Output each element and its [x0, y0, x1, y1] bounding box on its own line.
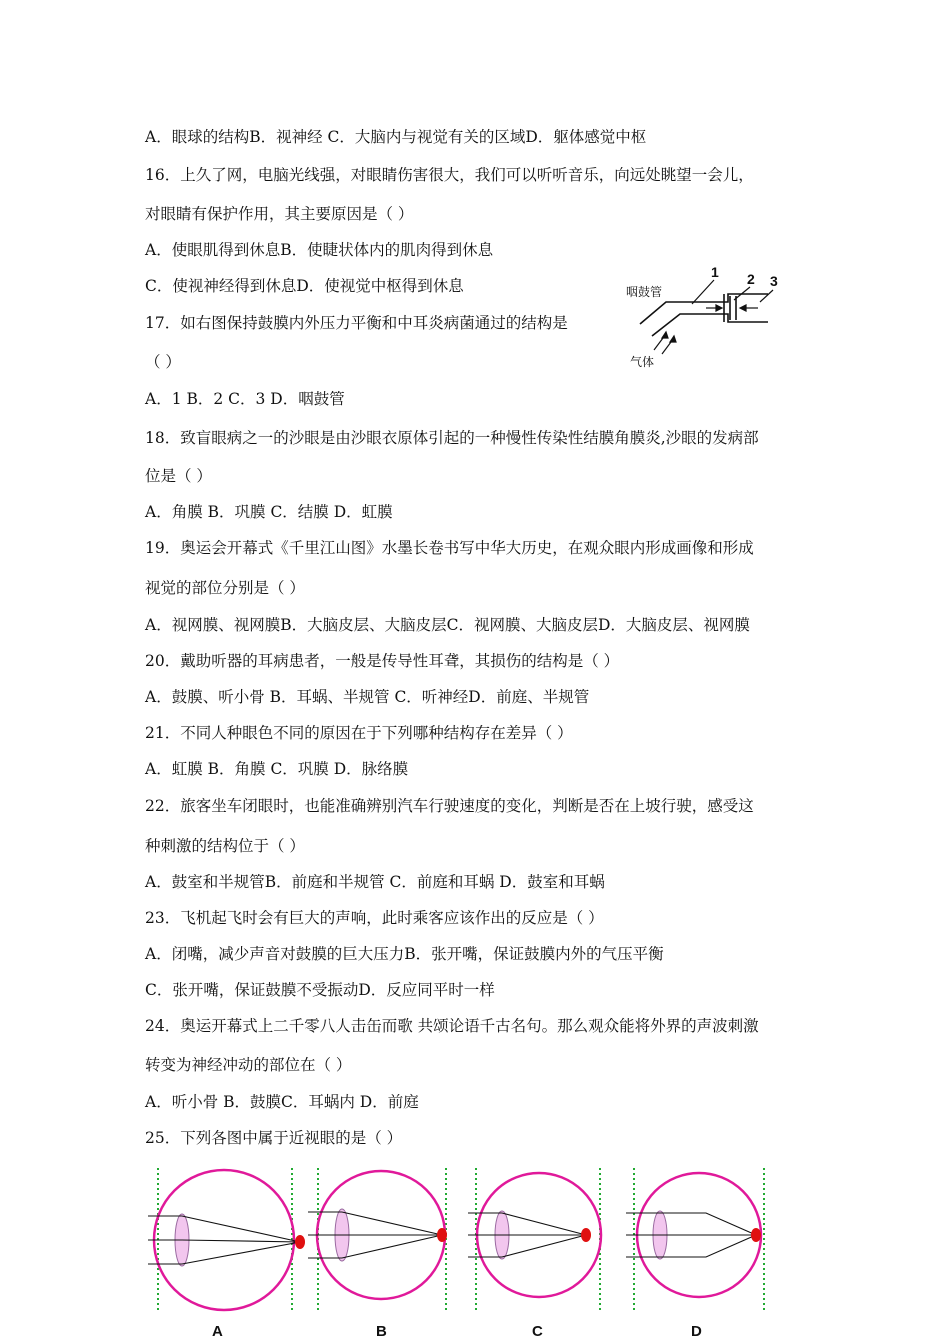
leader-lines — [692, 280, 773, 304]
text-line: 17．如右图保持鼓膜内外压力平衡和中耳炎病菌通过的结构是 — [145, 314, 568, 332]
text-line: A．鼓膜、听小骨 B．耳蜗、半规管 C．听神经D．前庭、半规管 — [145, 688, 590, 706]
eye-C — [468, 1168, 601, 1340]
eye-label-D: D — [691, 1323, 702, 1340]
eye-B — [308, 1168, 447, 1340]
air-arrows — [654, 305, 758, 354]
text-line: A．视网膜、视网膜B．大脑皮层、大脑皮层C．视网膜、大脑皮层D．大脑皮层、视网膜 — [145, 616, 750, 634]
text-line: （ ） — [145, 353, 181, 371]
eye-A — [148, 1168, 305, 1340]
eye-label-B: B — [376, 1323, 387, 1340]
text-line: A．眼球的结构B．视神经 C．大脑内与视觉有关的区域D．躯体感觉中枢 — [145, 128, 647, 146]
text-line: 视觉的部位分别是（ ） — [145, 579, 305, 597]
text-line: C．使视神经得到休息D．使视觉中枢得到休息 — [145, 277, 464, 295]
tube-walls — [640, 294, 768, 336]
eye-label-C: C — [532, 1323, 543, 1340]
text-line: 对眼睛有保护作用，其主要原因是（ ） — [145, 205, 414, 223]
text-line: A．使眼肌得到休息B．使睫状体内的肌肉得到休息 — [145, 241, 494, 259]
eye-D — [626, 1168, 764, 1340]
ear-label-num2: 2 — [747, 271, 755, 287]
text-line: 25．下列各图中属于近视眼的是（ ） — [145, 1129, 403, 1147]
text-line: 种刺激的结构位于（ ） — [145, 837, 305, 855]
text-line: 24．奥运开幕式上二千零八人击缶而歌 共颂论语千古名句。那么观众能将外界的声波刺激 — [145, 1017, 759, 1035]
text-line: 转变为神经冲动的部位在（ ） — [145, 1056, 352, 1074]
ear-label-air: 气体 — [630, 355, 655, 369]
text-line: 22．旅客坐车闭眼时，也能准确辨别汽车行驶速度的变化，判断是否在上坡行驶，感受这 — [145, 797, 754, 815]
text-line: A．鼓室和半规管B．前庭和半规管 C．前庭和耳蜗 D．鼓室和耳蜗 — [145, 873, 605, 891]
text-line: A．角膜 B．巩膜 C．结膜 D．虹膜 — [145, 503, 393, 521]
eye-label-A: A — [212, 1323, 223, 1340]
text-line: A．虹膜 B．角膜 C．巩膜 D．脉络膜 — [145, 760, 409, 778]
ear-label-num1: 1 — [711, 264, 719, 280]
text-line: 21．不同人种眼色不同的原因在于下列哪种结构存在差异（ ） — [145, 724, 573, 742]
text-line: A．听小骨 B．鼓膜C．耳蜗内 D．前庭 — [145, 1093, 419, 1111]
text-line: A．1 B．2 C．3 D．咽鼓管 — [145, 390, 345, 408]
text-line: 19．奥运会开幕式《千里江山图》水墨长卷书写中华大历史，在观众眼内形成画像和形成 — [145, 539, 754, 557]
ear-label-num3: 3 — [770, 273, 778, 289]
text-line: 18．致盲眼病之一的沙眼是由沙眼衣原体引起的一种慢性传染性结膜角膜炎,沙眼的发病部 — [145, 429, 759, 447]
text-line: 16．上久了网，电脑光线强，对眼睛伤害很大，我们可以听听音乐，向远处眺望一会儿， — [145, 166, 754, 184]
text-line: 位是（ ） — [145, 467, 212, 485]
text-line: C．张开嘴，保证鼓膜不受振动D．反应同平时一样 — [145, 981, 495, 999]
text-line: A．闭嘴，减少声音对鼓膜的巨大压力B．张开嘴，保证鼓膜内外的气压平衡 — [145, 945, 664, 963]
ear-label-tube: 咽鼓管 — [626, 285, 663, 299]
ear-diagram — [618, 262, 788, 372]
text-line: 20．戴助听器的耳病患者，一般是传导性耳聋，其损伤的结构是（ ） — [145, 652, 620, 670]
text-line: 23．飞机起飞时会有巨大的声响，此时乘客应该作出的反应是（ ） — [145, 909, 604, 927]
eye-diagrams — [140, 1160, 800, 1344]
